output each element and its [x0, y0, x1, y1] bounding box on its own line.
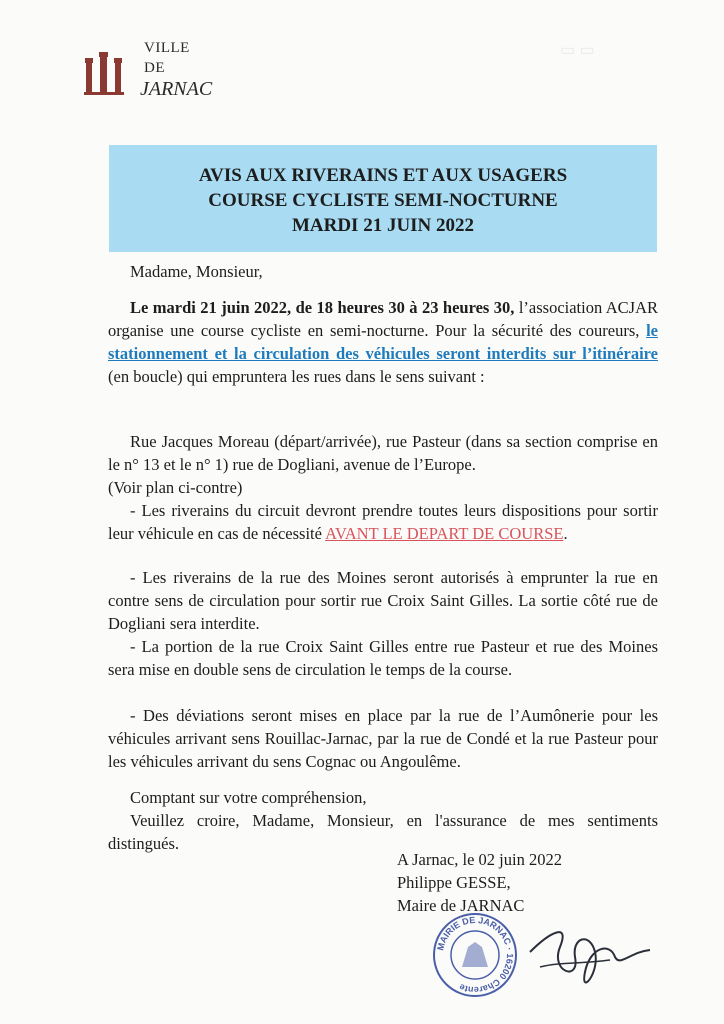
- salutation-text: Madame, Monsieur,: [130, 262, 263, 281]
- logo-de: DE: [144, 60, 165, 76]
- signature-place-date: A Jarnac, le 02 juin 2022: [397, 850, 562, 869]
- before-start-warning: AVANT LE DEPART DE COURSE: [325, 524, 564, 543]
- see-plan: [108, 476, 658, 499]
- closing-1: [108, 786, 658, 809]
- residents-text: - Les riverains du circuit devront prendre toutes leurs dispositions pour sortir leur véhicule en cas de nécessité: [108, 501, 658, 543]
- bleed-through-mark: ▭ ▭: [560, 42, 595, 59]
- signature-name: Philippe GESSE,: [397, 873, 511, 892]
- banner-line-2: COURSE CYCLISTE SEMI-NOCTURNE: [208, 190, 558, 211]
- towers-icon: [84, 50, 124, 98]
- route-text: Rue Jacques Moreau (départ/arrivée), rue Pasteur (dans sa section comprise en le n° 13 et le n° 1) rue de Dogliani, avenue de l’Europe.: [108, 432, 658, 474]
- paragraph-route: [108, 430, 658, 476]
- city-logo: [84, 40, 224, 100]
- croix-text: - La portion de la rue Croix Saint Gilles entre rue Pasteur et rue des Moines sera mise en double sens de circulation le temps de la course.: [108, 637, 658, 679]
- handwritten-signature: [520, 912, 660, 1002]
- logo-ville: VILLE: [144, 40, 190, 56]
- intro-text-1: l’association ACJAR organise une course cycliste en semi-nocturne. Pour la sécurité des coureurs,: [108, 298, 658, 340]
- paragraph-moines: [108, 566, 658, 635]
- banner-line-3: MARDI 21 JUIN 2022: [291, 215, 475, 236]
- mairie-stamp: [432, 912, 518, 998]
- prohibition-highlight: le stationnement et la circulation des véhicules seront interdits sur l’itinéraire: [108, 321, 658, 363]
- deviations-text: - Des déviations seront mises en place par la rue de l’Aumônerie pour les véhicules arrivant sens Rouillac-Jarnac, par la rue de Condé et la rue Pasteur pour les véhicules arrivant du sens Cognac ou Angoulême.: [108, 706, 658, 771]
- intro-text-2: (en boucle) qui empruntera les rues dans le sens suivant :: [108, 367, 485, 386]
- closing-2-text: Veuillez croire, Madame, Monsieur, en l'assurance de mes sentiments distingués.: [108, 811, 658, 853]
- paragraph-intro: [108, 296, 658, 388]
- title-banner: [109, 145, 657, 252]
- paragraph-residents: [108, 499, 658, 545]
- residents-period: .: [563, 524, 568, 543]
- logo-jarnac: JARNAC: [140, 78, 213, 100]
- banner-line-1: AVIS AUX RIVERAINS ET AUX USAGERS: [198, 165, 568, 186]
- paragraph-croix: [108, 635, 658, 681]
- moines-text: - Les riverains de la rue des Moines seront autorisés à emprunter la rue en contre sens de circulation pour sortir rue Croix Saint Gilles. La sortie côté rue de Dogliani sera interdite.: [108, 568, 658, 633]
- closing-1-text: Comptant sur votre compréhension,: [130, 788, 367, 807]
- paragraph-deviations: [108, 704, 658, 773]
- see-plan-text: (Voir plan ci-contre): [108, 478, 243, 497]
- svg-text:MAIRIE DE JARNAC · 16200 Chare: MAIRIE DE JARNAC · 16200 Charente: [435, 914, 516, 996]
- signature-title: Maire de JARNAC: [397, 896, 525, 915]
- salutation: [108, 260, 658, 283]
- closing-2: [108, 809, 658, 855]
- event-datetime: Le mardi 21 juin 2022, de 18 heures 30 à 23 heures 30,: [130, 298, 515, 317]
